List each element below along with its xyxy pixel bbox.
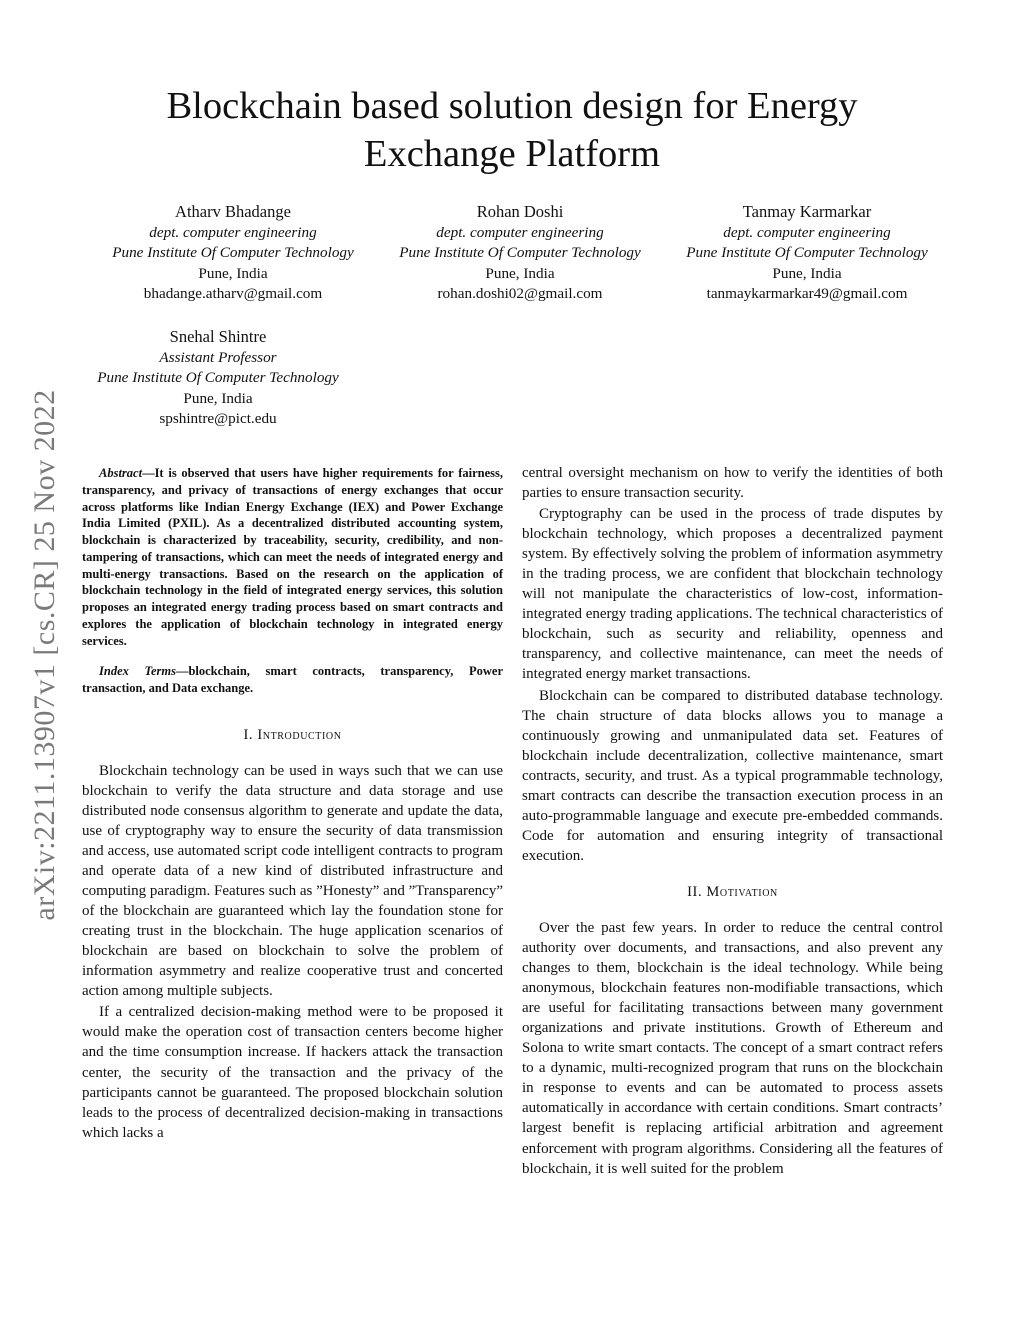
author-block: [657, 202, 957, 305]
section-heading-introduction: I. Introduction: [243, 726, 342, 743]
paper-title: Blockchain based solution design for Energy Exchange Platform: [166, 85, 858, 175]
left-column: [82, 465, 503, 1143]
author-dept: dept. computer engineering: [436, 223, 604, 241]
author-institute: Pune Institute Of Computer Technology: [112, 244, 354, 262]
author-email: spshintre@pict.edu: [159, 410, 277, 428]
author-block: [370, 202, 670, 305]
author-email: bhadange.atharv@gmail.com: [143, 285, 323, 303]
author-dept: dept. computer engineering: [723, 223, 891, 241]
author-dept: Assistant Professor: [159, 348, 277, 366]
abstract: [82, 465, 503, 649]
author-location: Pune, India: [183, 389, 253, 407]
author-institute: Pune Institute Of Computer Technology: [399, 244, 641, 262]
paragraph: Over the past few years. In order to reduce the central control authority over documents, and transactions, and also prevent any changes to them, blockchain is the ideal technology. While being anonymous, blockchain features non-modifiable transactions, which are useful for facilitating transactions between many government organizations and private institutions. Growth of Ethereum and Solona to write smart contacts. The concept of a smart contract refers to a dynamic, multi-recognized program that runs on the blockchain in response to events and can be automated to process assets automatically in accordance with certain conditions. Smart contracts’ largest benefit is replacing artificial arbitration and agreement enforcement with program algorithms. Considering all the features of blockchain, it is well suited for the problem: [522, 919, 943, 1177]
paragraph: If a centralized decision-making method were to be proposed it would make the operation cost of transaction centers become higher and the time consumption increase. If hackers attack the transaction center, the security of the transaction and the privacy of the participants cannot be guaranteed. The proposed blockchain solution leads to the process of decentralized decision-making in transactions which lacks a: [82, 1004, 503, 1141]
author-location: Pune, India: [772, 264, 842, 282]
author-location: Pune, India: [485, 264, 555, 282]
author-name: Tanmay Karmarkar: [742, 202, 872, 221]
author-location: Pune, India: [198, 264, 268, 282]
author-email: rohan.doshi02@gmail.com: [437, 285, 603, 303]
author-dept: dept. computer engineering: [149, 223, 317, 241]
author-name: Rohan Doshi: [476, 202, 564, 221]
author-institute: Pune Institute Of Computer Technology: [97, 369, 339, 387]
author-name: Snehal Shintre: [169, 327, 267, 346]
author-block: [83, 202, 383, 305]
paragraph: Blockchain can be compared to distributed database technology. The chain structure of data blocks allows you to manage a continuously growing and unmanipulated data set. Features of blockchain include decentralization, collective maintenance, smart contracts, security, and trust. As a typical programmable technology, smart contracts can describe the transaction execution process in an auto-programmable language and execute pre-embedded commands. Code for automation and ensuring integrity of transactional execution.: [522, 687, 943, 864]
abstract-label: Abstract: [99, 466, 143, 480]
paragraph: Blockchain technology can be used in ways such that we can use blockchain to verify the data structure and data storage and use distributed node consensus algorithm to generate and update the data, use of cryptography way to ensure the security of data transmission and access, use automated script code intelligent contracts to program and operate data of a new kind of distributed infrastructure and computing paradigm. Features such as ”Honesty” and ”Transparency” of the blockchain are guaranteed which lay the foundation stone for creating trust in the blockchain. The huge application scenarios of blockchain are based on blockchain to solve the problem of information asymmetry and realize cooperative trust and concerted action among multiple subjects.: [82, 762, 503, 1000]
author-institute: Pune Institute Of Computer Technology: [686, 244, 928, 262]
index-terms: [82, 663, 503, 697]
abstract-text: —It is observed that users have higher requirements for fairness, transparency, and privacy of transactions of energy exchanges that occur across platforms like Indian Energy Exchange (IEX) and Power Exchange India Limited (PXIL). As a decentralized distributed accounting system, blockchain is characterized by traceability, security, credibility, and non-tampering of transactions, which can meet the needs of integrated energy and multi-energy transactions. Based on the research on the application of blockchain technology in the field of integrated energy services, this solution proposes an integrated energy trading process based on smart contracts and explores the application of blockchain technology in integrated energy services.: [82, 466, 503, 648]
index-terms-text: —blockchain, smart contracts, transparency, Power transaction, and Data exchange.: [82, 664, 503, 695]
section-heading-motivation: II. Motivation: [687, 883, 778, 900]
author-block: [68, 327, 368, 430]
index-terms-label: Index Terms: [99, 664, 176, 679]
author-email: tanmaykarmarkar49@gmail.com: [706, 285, 908, 303]
arxiv-identifier: arXiv:2211.13907v1 [cs.CR] 25 Nov 2022: [28, 389, 61, 921]
paragraph: central oversight mechanism on how to verify the identities of both parties to ensure transaction security.: [522, 465, 943, 502]
paragraph: Cryptography can be used in the process of trade disputes by blockchain technology, which proposes a decentralized payment system. By effectively solving the problem of information asymmetry in the trading process, we are confident that blockchain technology will not manipulate the characteristics of low-cost, information-integrated energy trading applications. The technical characteristics of blockchain, such as security and reliability, openness and transparency, and collective maintenance, can meet the needs of integrated energy market transactions.: [522, 506, 943, 683]
right-column: [522, 463, 943, 1179]
author-name: Atharv Bhadange: [175, 202, 291, 221]
